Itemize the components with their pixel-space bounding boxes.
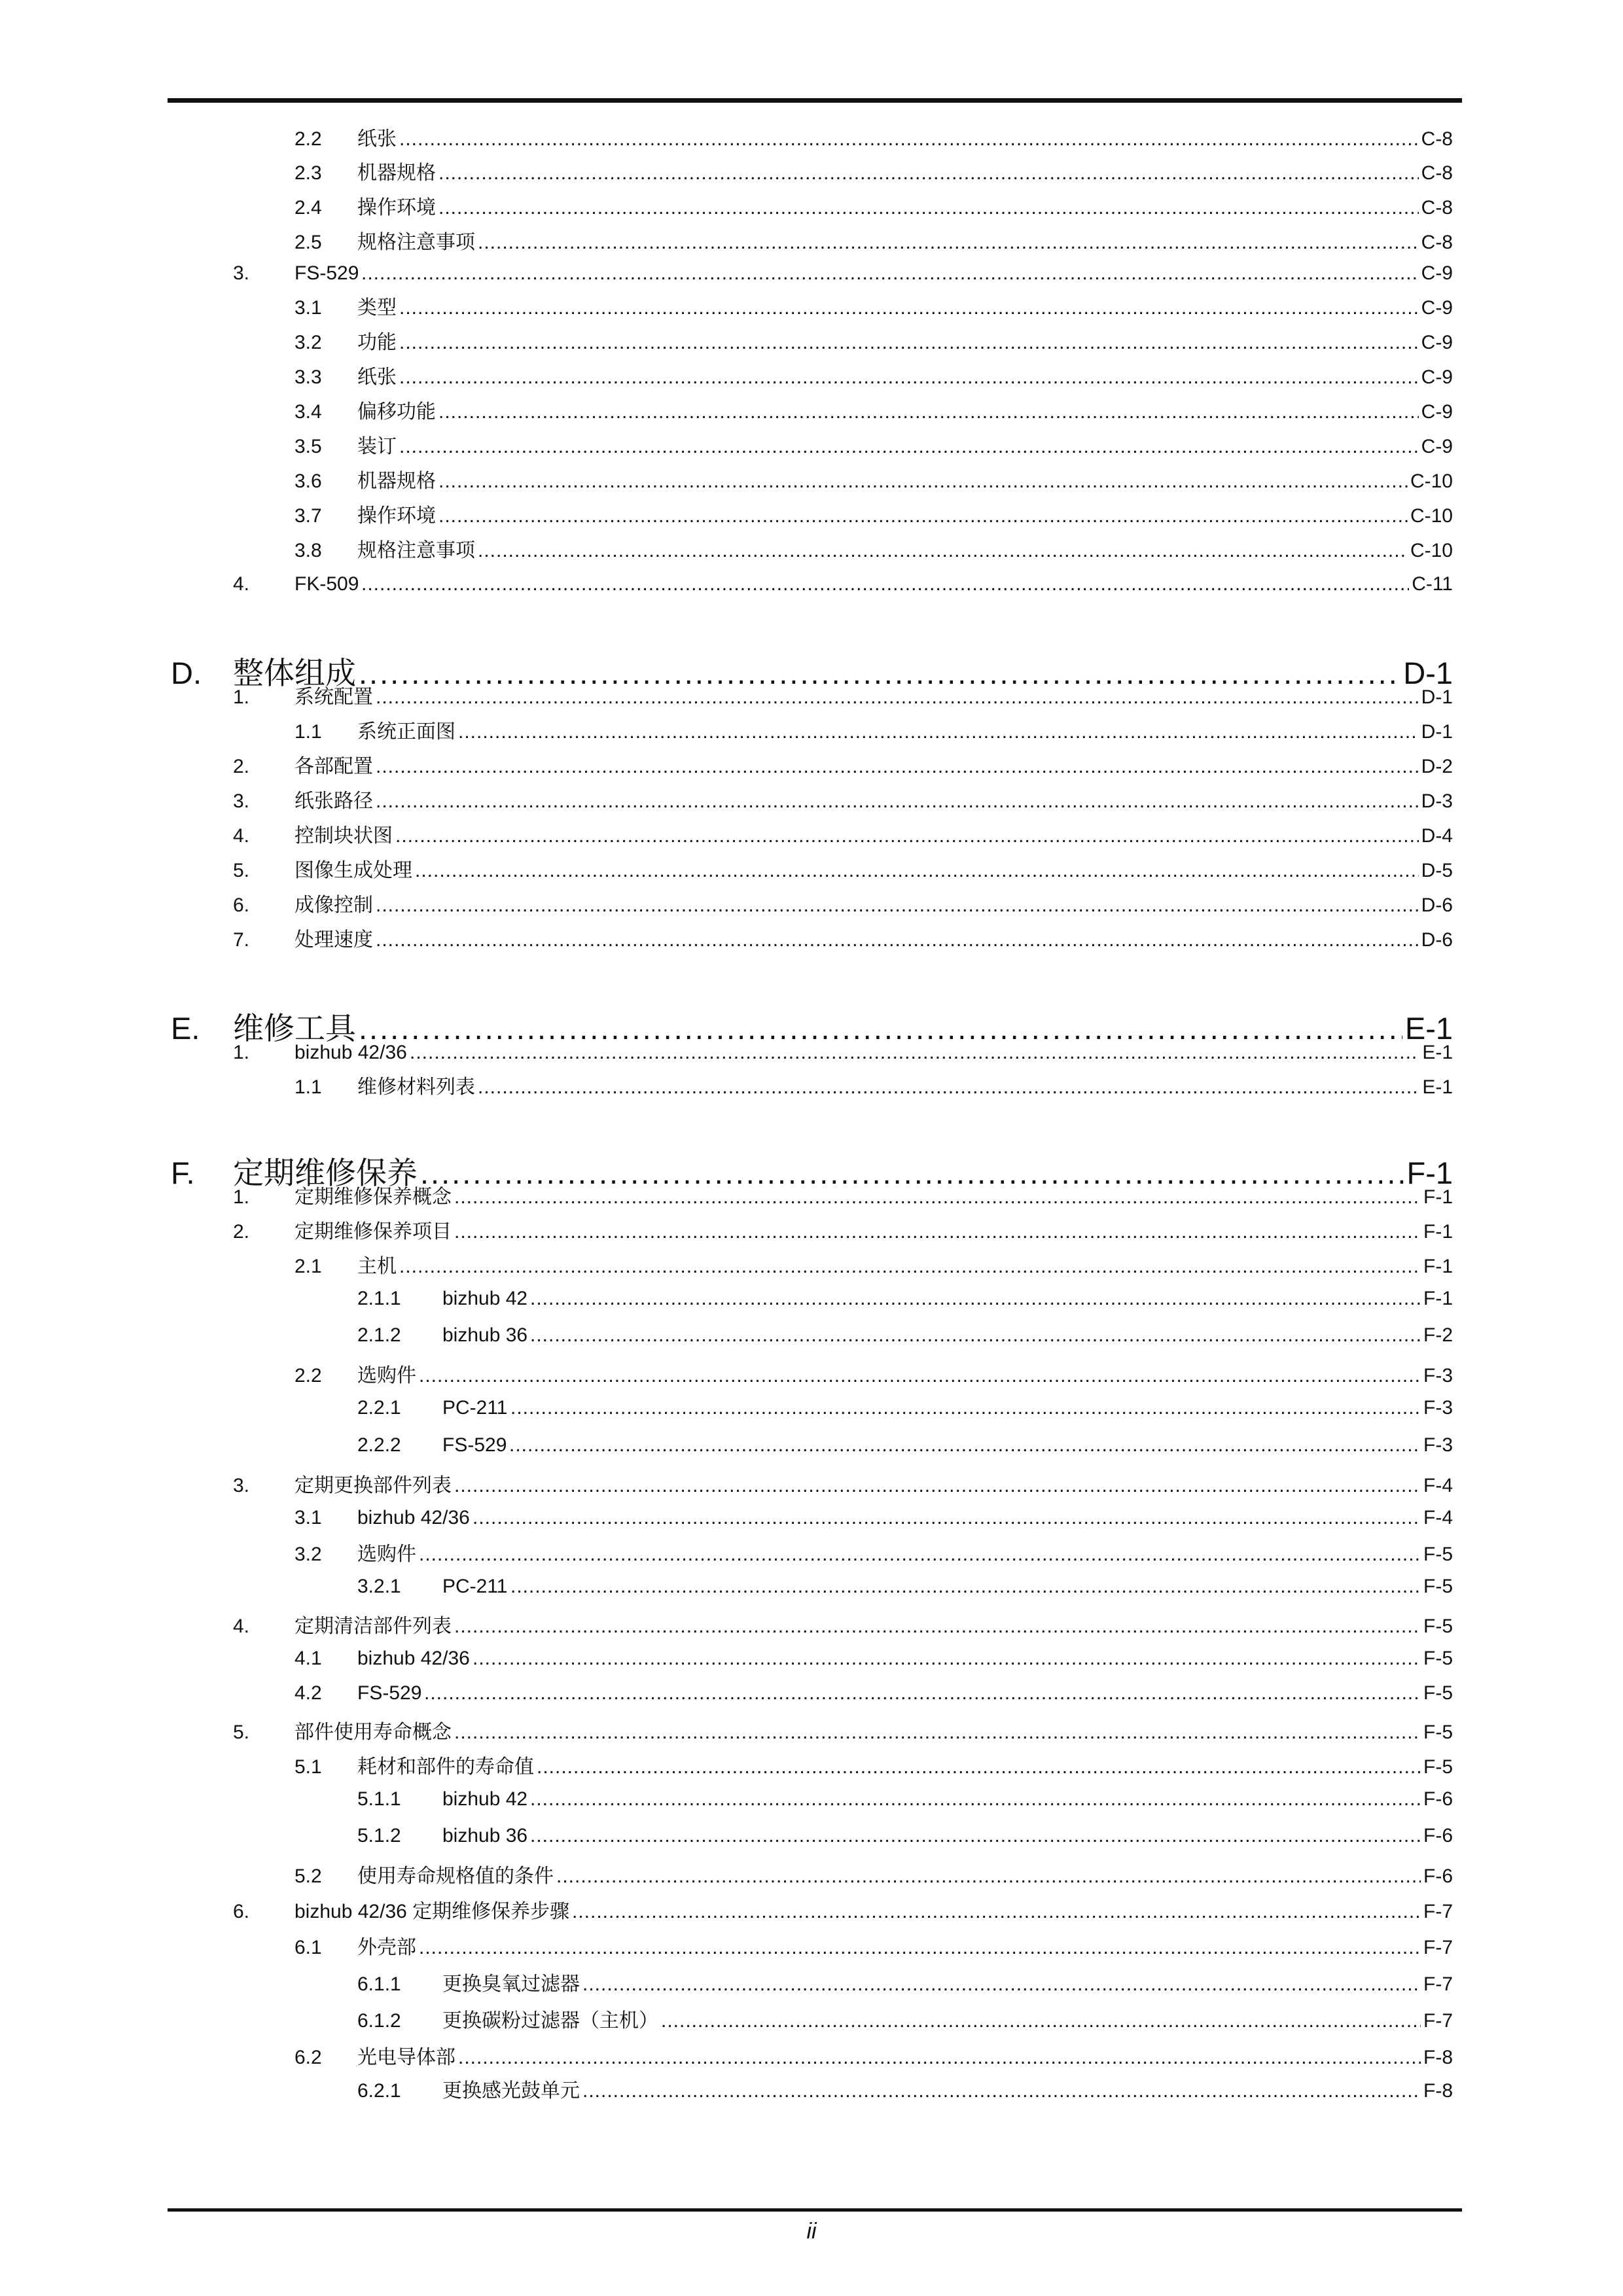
toc-entry-number: 5.1.1	[357, 1788, 401, 1810]
toc-entry-number: 1.	[233, 1042, 250, 1063]
toc-entry[interactable]	[168, 1968, 1462, 2001]
toc-entry[interactable]	[168, 1751, 1462, 1784]
toc-entry-number: 2.2.1	[357, 1397, 401, 1419]
toc-entry-page: F-7	[1423, 1937, 1453, 1958]
toc-entry-number: 3.2	[294, 332, 322, 353]
toc-dot-leader	[661, 2005, 1421, 2038]
toc-dot-leader	[410, 1036, 1419, 1069]
toc-entry-page: C-8	[1421, 128, 1453, 150]
toc-dot-leader	[376, 751, 1419, 783]
toc-entry-title: 纸张	[357, 366, 397, 388]
toc-entry[interactable]	[168, 820, 1462, 853]
toc-entry-number: 2.2	[294, 128, 322, 150]
toc-entry-title: 装订	[357, 436, 397, 457]
toc-entry-page: C-10	[1410, 505, 1453, 527]
toc-entry-title: 定期维修保养	[233, 1156, 418, 1190]
toc-entry-title: bizhub 36	[442, 1324, 528, 1346]
toc-dot-leader	[424, 1677, 1421, 1710]
toc-entry[interactable]	[168, 1360, 1462, 1392]
toc-entry-number: 6.2	[294, 2047, 322, 2068]
toc-entry-title: 成像控制	[294, 894, 373, 916]
toc-entry[interactable]	[168, 157, 1462, 190]
toc-entry-page: F-5	[1423, 1682, 1453, 1704]
toc-entry-title: 规格注意事项	[357, 232, 475, 253]
toc-dot-leader	[376, 889, 1419, 922]
toc-entry-title: 更换碳粉过滤器（主机）	[442, 2010, 658, 2032]
toc-entry-page: F-6	[1423, 1788, 1453, 1810]
toc-entry-title: bizhub 42/36	[357, 1648, 470, 1669]
toc-entry-page: F-1	[1423, 1256, 1453, 1277]
toc-entry-number: 4.	[233, 573, 250, 595]
toc-entry-number: 3.6	[294, 470, 322, 492]
toc-entry-title: 类型	[357, 297, 397, 319]
toc-entry-page: C-9	[1421, 436, 1453, 457]
toc-entry-page: F-5	[1423, 1616, 1453, 1637]
toc-entry-title: 系统配置	[294, 686, 373, 708]
toc-entry-title: FS-529	[442, 1434, 507, 1456]
toc-dot-leader	[530, 1282, 1421, 1315]
toc-entry-number: D.	[171, 656, 202, 690]
toc-entry[interactable]	[168, 751, 1462, 783]
toc-entry-number: 5.1	[294, 1756, 322, 1778]
toc-dot-leader	[530, 1820, 1421, 1852]
toc-entry-page: C-8	[1421, 197, 1453, 219]
toc-entry-title: 操作环境	[357, 505, 436, 527]
toc-entry-number: 6.1.1	[357, 1973, 401, 1995]
toc-entry-number: 6.	[233, 1901, 250, 1922]
toc-dot-leader	[399, 123, 1419, 156]
toc-entry[interactable]	[168, 1282, 1462, 1315]
toc-entry[interactable]	[168, 1570, 1462, 1603]
toc-entry-title: 功能	[357, 332, 397, 353]
toc-entry-number: 5.1.2	[357, 1825, 401, 1846]
toc-entry-title: 控制块状图	[294, 825, 393, 847]
toc-entry-title: 处理速度	[294, 929, 373, 951]
toc-entry-number: 2.	[233, 1221, 250, 1243]
toc-entry-number: 3.	[233, 1475, 250, 1496]
toc-entry-page: F-7	[1423, 2010, 1453, 2032]
toc-entry-page: F-8	[1423, 2080, 1453, 2102]
toc-entry[interactable]	[168, 889, 1462, 922]
toc-entry-page: C-9	[1421, 366, 1453, 388]
toc-entry-title: 定期维修保养概念	[294, 1186, 452, 1208]
toc-dot-leader	[419, 1360, 1421, 1392]
toc-entry-number: 3.8	[294, 540, 322, 561]
toc-entry-number: 6.	[233, 894, 250, 916]
toc-entry-title: 纸张	[357, 128, 397, 150]
toc-entry-page: C-11	[1412, 573, 1453, 595]
toc-dot-leader	[556, 1860, 1421, 1893]
toc-dot-leader	[458, 716, 1419, 749]
toc-entry-title: bizhub 42/36	[294, 1042, 407, 1063]
toc-entry-number: F.	[171, 1156, 195, 1190]
toc-entry-number: 3.4	[294, 401, 322, 423]
toc-entry-page: D-3	[1421, 790, 1453, 812]
toc-entry[interactable]	[168, 1181, 1462, 1214]
toc-entry-number: 3.3	[294, 366, 322, 388]
toc-entry-page: F-4	[1423, 1507, 1453, 1528]
toc-entry-title: bizhub 42	[442, 1788, 528, 1810]
toc-dot-leader	[361, 568, 1409, 601]
toc-entry[interactable]	[168, 1319, 1462, 1352]
toc-dot-leader	[458, 2041, 1421, 2074]
toc-entry-number: 6.2.1	[357, 2080, 401, 2102]
toc-entry-page: E-1	[1404, 1011, 1453, 1046]
toc-entry-title: 选购件	[357, 1365, 416, 1386]
toc-dot-leader	[473, 1502, 1421, 1534]
toc-dot-leader	[510, 1570, 1421, 1603]
toc-entry-page: D-4	[1421, 825, 1453, 847]
toc-entry-page: D-6	[1421, 929, 1453, 951]
toc-entry-page: D-1	[1421, 686, 1453, 708]
toc-entry-page: F-6	[1423, 1825, 1453, 1846]
toc-entry-number: 2.1.2	[357, 1324, 401, 1346]
toc-entry-number: 2.2	[294, 1365, 322, 1386]
toc-entry-title: 图像生成处理	[294, 860, 412, 881]
toc-entry-number: 3.	[233, 790, 250, 812]
toc-entry-number: 2.4	[294, 197, 322, 219]
toc-entry-title: bizhub 42	[442, 1288, 528, 1309]
toc-entry-title: 机器规格	[357, 470, 436, 492]
toc-entry-title: 操作环境	[357, 197, 436, 219]
toc-entry[interactable]	[168, 226, 1462, 259]
toc-dot-leader	[399, 361, 1419, 394]
toc-entry[interactable]	[168, 1250, 1462, 1283]
toc-entry-page: F-6	[1423, 1865, 1453, 1887]
toc-dot-leader	[582, 2075, 1421, 2108]
toc-entry-number: 7.	[233, 929, 250, 951]
toc-entry-number: 2.1.1	[357, 1288, 401, 1309]
toc-entry[interactable]	[168, 785, 1462, 818]
toc-entry-number: 1.	[233, 686, 250, 708]
toc-entry-title: 更换臭氧过滤器	[442, 1973, 580, 1995]
toc-entry-number: 6.1.2	[357, 2010, 401, 2032]
toc-entry-title: bizhub 42/36 定期维修保养步骤	[294, 1901, 570, 1922]
toc-entry[interactable]	[168, 500, 1462, 533]
toc-entry-number: 5.2	[294, 1865, 322, 1887]
toc-entry-page: F-5	[1423, 1544, 1453, 1565]
toc-dot-leader	[376, 681, 1419, 714]
toc-entry-page: C-9	[1421, 401, 1453, 423]
toc-entry-title: 机器规格	[357, 162, 436, 184]
toc-entry-page: F-1	[1423, 1186, 1453, 1208]
toc-entry-page: F-3	[1423, 1365, 1453, 1386]
toc-entry-title: 定期维修保养项目	[294, 1221, 452, 1243]
toc-entry-number: E.	[171, 1011, 200, 1046]
toc-entry-number: 1.1	[294, 721, 322, 743]
toc-dot-leader	[395, 820, 1419, 853]
toc-dot-leader	[530, 1319, 1421, 1352]
toc-entry[interactable]	[168, 1470, 1462, 1502]
footer-rule	[168, 2208, 1462, 2212]
toc-entry-title: FK-509	[294, 573, 359, 595]
toc-entry[interactable]	[168, 1502, 1462, 1534]
toc-entry-title: 定期清洁部件列表	[294, 1616, 452, 1637]
toc-entry[interactable]	[168, 716, 1462, 749]
toc-entry-page: C-9	[1421, 262, 1453, 284]
toc-entry-title: 更换感光鼓单元	[442, 2080, 580, 2102]
toc-dot-leader	[454, 1470, 1421, 1502]
toc-entry-number: 3.1	[294, 1507, 322, 1528]
toc-entry-number: 5.	[233, 1722, 250, 1743]
toc-dot-leader	[399, 1250, 1421, 1283]
toc-entry-number: 2.	[233, 756, 250, 777]
toc-entry[interactable]	[168, 1610, 1462, 1643]
toc-entry-page: F-7	[1423, 1973, 1453, 1995]
toc-entry-page: F-7	[1423, 1901, 1453, 1922]
toc-entry[interactable]	[168, 192, 1462, 224]
toc-entry[interactable]	[168, 1896, 1462, 1928]
toc-entry[interactable]	[168, 535, 1462, 567]
toc-dot-leader	[399, 327, 1419, 359]
toc-dot-leader	[509, 1429, 1421, 1462]
toc-entry-title: 系统正面图	[357, 721, 455, 743]
toc-entry-title: FS-529	[357, 1682, 422, 1704]
toc-entry-title: 主机	[357, 1256, 397, 1277]
toc-entry-title: 使用寿命规格值的条件	[357, 1865, 554, 1887]
toc-entry-title: PC-211	[442, 1397, 508, 1419]
toc-entry-title: 定期更换部件列表	[294, 1475, 452, 1496]
toc-entry-number: 2.1	[294, 1256, 322, 1277]
toc-entry-page: D-1	[1421, 721, 1453, 743]
toc-entry[interactable]	[168, 2041, 1462, 2074]
toc-entry-title: 光电导体部	[357, 2047, 455, 2068]
toc-dot-leader	[376, 924, 1419, 957]
toc-entry-page: F-2	[1423, 1324, 1453, 1346]
toc-entry-page: F-1	[1423, 1288, 1453, 1309]
toc-entry[interactable]	[168, 327, 1462, 359]
toc-entry-page: D-6	[1421, 894, 1453, 916]
toc-entry-title: 维修工具	[233, 1011, 356, 1046]
toc-dot-leader	[419, 1932, 1421, 1964]
toc-entry-number: 2.5	[294, 232, 322, 253]
toc-entry-page: F-1	[1423, 1221, 1453, 1243]
toc-entry-number: 3.1	[294, 297, 322, 319]
toc-entry-number: 2.2.2	[357, 1434, 401, 1456]
toc-entry-number: 5.	[233, 860, 250, 881]
toc-dot-leader	[438, 157, 1419, 190]
toc-entry-page: F-4	[1423, 1475, 1453, 1496]
header-rule	[168, 98, 1462, 103]
toc-entry-number: 3.	[233, 262, 250, 284]
toc-dot-leader	[399, 292, 1419, 325]
toc-entry-title: 选购件	[357, 1544, 416, 1565]
toc-entry-title: bizhub 36	[442, 1825, 528, 1846]
toc-entry[interactable]	[168, 1642, 1462, 1675]
toc-entry[interactable]	[168, 1932, 1462, 1964]
toc-dot-leader	[376, 785, 1419, 818]
toc-entry-number: 2.3	[294, 162, 322, 184]
toc-entry-title: 规格注意事项	[357, 540, 475, 561]
toc-entry-page: D-2	[1421, 756, 1453, 777]
toc-dot-leader	[530, 1783, 1421, 1816]
toc-dot-leader	[473, 1642, 1421, 1675]
toc-entry[interactable]	[168, 1429, 1462, 1462]
toc-entry-page: F-3	[1423, 1434, 1453, 1456]
toc-dot-leader	[478, 535, 1408, 567]
toc-entry-page: C-10	[1410, 540, 1453, 561]
toc-entry[interactable]	[168, 361, 1462, 394]
toc-dot-leader	[454, 1610, 1421, 1643]
toc-dot-leader	[419, 1538, 1421, 1571]
toc-entry-page: E-1	[1422, 1076, 1453, 1098]
toc-entry-number: 3.2	[294, 1544, 322, 1565]
toc-entry[interactable]	[168, 1677, 1462, 1710]
toc-entry[interactable]	[168, 1860, 1462, 1893]
toc-entry[interactable]	[168, 2005, 1462, 2038]
toc-entry-number: 6.1	[294, 1937, 322, 1958]
toc-entry-page: C-10	[1410, 470, 1453, 492]
toc-dot-leader	[438, 192, 1419, 224]
page-number: ii	[806, 2219, 817, 2244]
toc-entry-title: bizhub 42/36	[357, 1507, 470, 1528]
toc-dot-leader	[454, 1181, 1421, 1214]
toc-entry-page: F-1	[1406, 1156, 1453, 1190]
toc-dot-leader	[572, 1896, 1421, 1928]
toc-entry[interactable]	[168, 1783, 1462, 1816]
toc-entry[interactable]	[168, 2075, 1462, 2108]
toc-dot-leader	[537, 1751, 1421, 1784]
toc-entry-page: F-5	[1423, 1648, 1453, 1669]
toc-entry-title: 整体组成	[233, 656, 356, 690]
toc-entry-title: 各部配置	[294, 756, 373, 777]
toc-entry[interactable]	[168, 681, 1462, 714]
toc-entry-number: 1.1	[294, 1076, 322, 1098]
toc-entry[interactable]	[168, 1820, 1462, 1852]
toc-entry[interactable]	[168, 568, 1462, 601]
toc-entry-page: F-5	[1423, 1576, 1453, 1597]
toc-entry-number: 4.2	[294, 1682, 322, 1704]
toc-entry-title: 偏移功能	[357, 401, 436, 423]
toc-entry[interactable]	[168, 431, 1462, 463]
toc-entry-number: 3.7	[294, 505, 322, 527]
toc-entry-number: 1.	[233, 1186, 250, 1208]
toc-dot-leader	[438, 500, 1408, 533]
toc-entry[interactable]	[168, 855, 1462, 887]
toc-dot-leader	[510, 1392, 1421, 1424]
toc-entry-title: PC-211	[442, 1576, 508, 1597]
toc-dot-leader	[399, 431, 1419, 463]
toc-dot-leader	[438, 465, 1408, 498]
toc-dot-leader	[478, 1071, 1419, 1104]
toc-entry-page: C-9	[1421, 332, 1453, 353]
toc-entry-page: F-5	[1423, 1756, 1453, 1778]
toc-entry-page: D-5	[1421, 860, 1453, 881]
toc-entry[interactable]	[168, 1071, 1462, 1104]
toc-entry-title: 外壳部	[357, 1937, 416, 1958]
toc-entry[interactable]	[168, 924, 1462, 957]
toc-entry[interactable]	[168, 465, 1462, 498]
toc-entry[interactable]	[168, 1036, 1462, 1069]
toc-dot-leader	[361, 257, 1419, 290]
toc-entry-title: 纸张路径	[294, 790, 373, 812]
toc-dot-leader	[582, 1968, 1421, 2001]
toc-entry-number: 4.	[233, 825, 250, 847]
toc-dot-leader	[415, 855, 1419, 887]
toc-entry-page: F-8	[1423, 2047, 1453, 2068]
toc-entry-number: 4.	[233, 1616, 250, 1637]
toc-entry[interactable]	[168, 123, 1462, 156]
toc-entry-title: FS-529	[294, 262, 359, 284]
toc-entry-title: 维修材料列表	[357, 1076, 475, 1098]
toc-entry[interactable]	[168, 396, 1462, 429]
toc-dot-leader	[438, 396, 1419, 429]
toc-entry-number: 3.5	[294, 436, 322, 457]
toc-entry-number: 3.2.1	[357, 1576, 401, 1597]
toc-entry[interactable]	[168, 1716, 1462, 1749]
toc-entry[interactable]	[168, 257, 1462, 290]
toc-entry[interactable]	[168, 1216, 1462, 1248]
toc-dot-leader	[478, 226, 1419, 259]
toc-entry-title: 耗材和部件的寿命值	[357, 1756, 534, 1778]
toc-entry-page: C-8	[1421, 232, 1453, 253]
toc-entry-page: D-1	[1403, 656, 1453, 690]
toc-entry[interactable]	[168, 1392, 1462, 1424]
toc-entry-page: F-5	[1423, 1722, 1453, 1743]
toc-entry-page: E-1	[1422, 1042, 1453, 1063]
toc-entry[interactable]	[168, 1538, 1462, 1571]
toc-entry-title: 部件使用寿命概念	[294, 1722, 452, 1743]
toc-entry-page: F-3	[1423, 1397, 1453, 1419]
toc-dot-leader	[454, 1716, 1421, 1749]
toc-entry[interactable]	[168, 292, 1462, 325]
toc-entry-page: C-9	[1421, 297, 1453, 319]
toc-dot-leader	[454, 1216, 1421, 1248]
toc-entry-page: C-8	[1421, 162, 1453, 184]
toc-entry-number: 4.1	[294, 1648, 322, 1669]
